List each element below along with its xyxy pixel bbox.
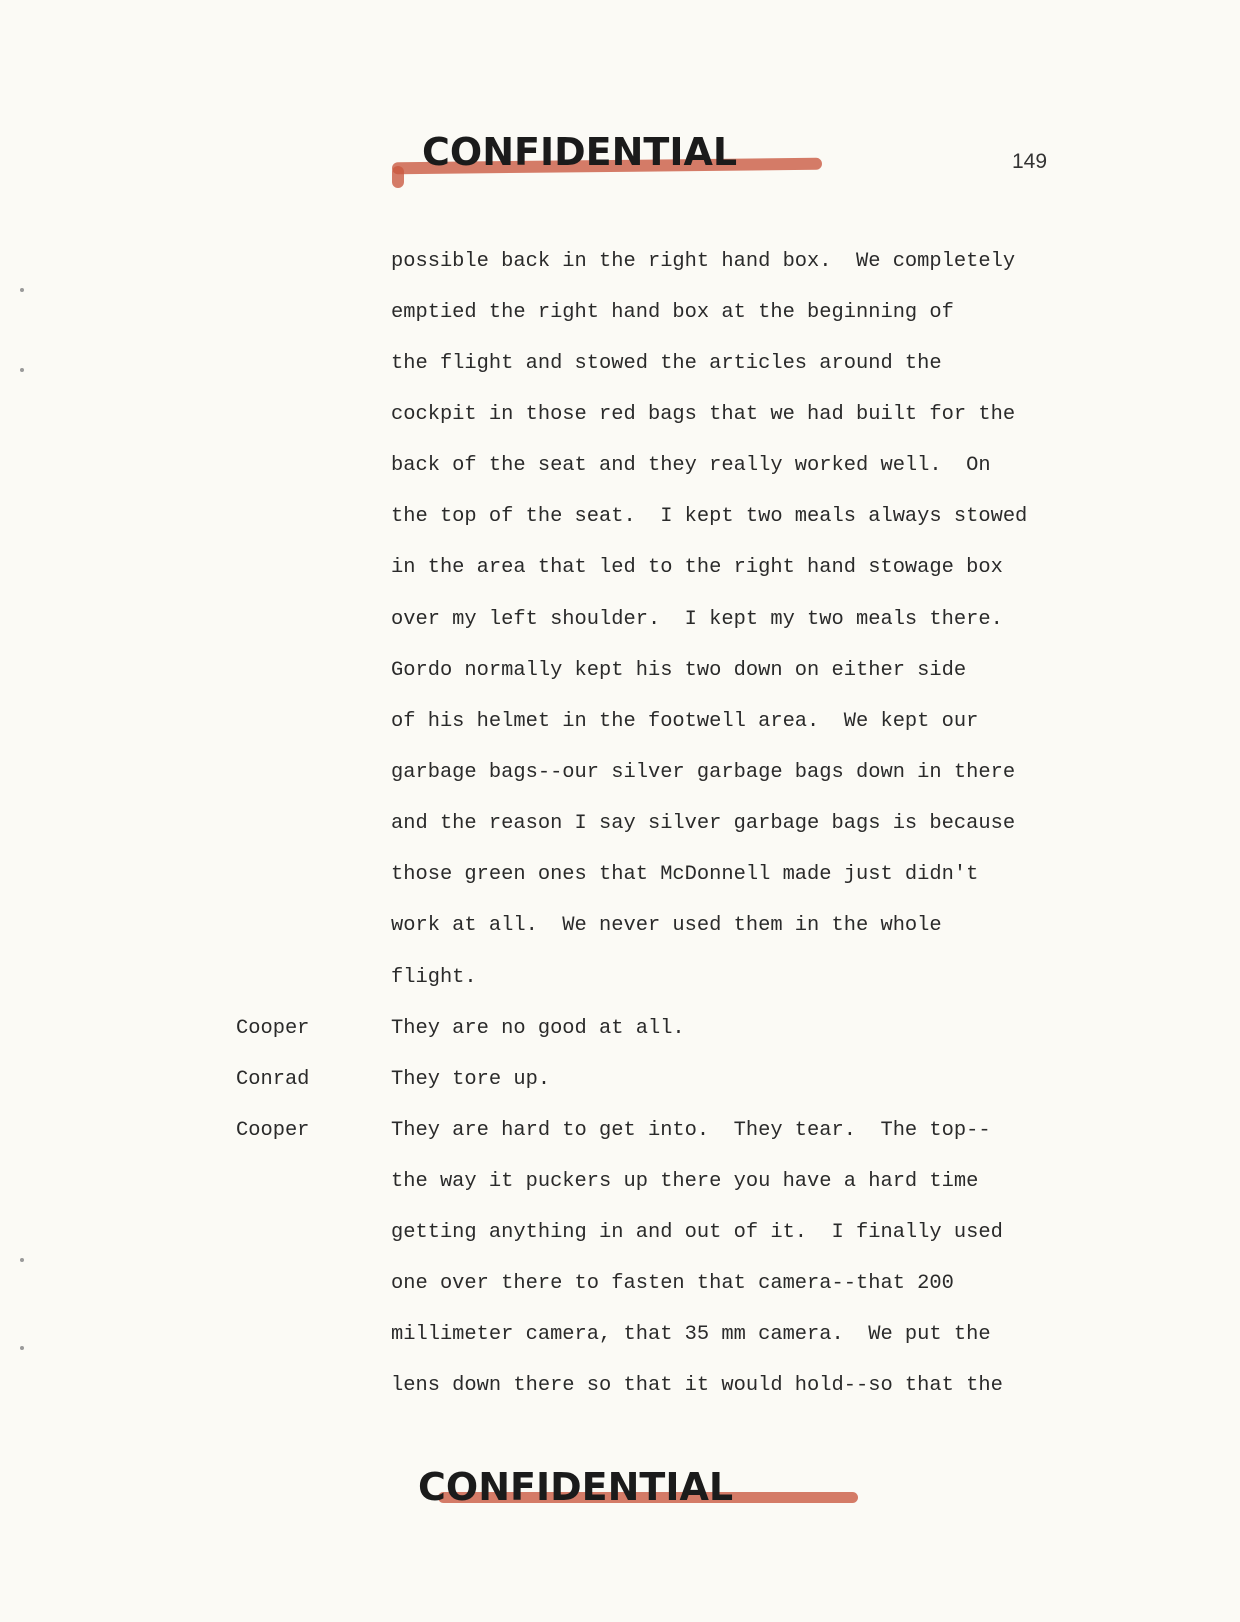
body-line: of his helmet in the footwell area. We kept our xyxy=(391,710,979,733)
red-pencil-smear-tail xyxy=(392,166,404,188)
body-line: possible back in the right hand box. We completely xyxy=(391,250,1016,273)
body-line: back of the seat and they really worked well. On xyxy=(391,454,991,477)
body-line: the top of the seat. I kept two meals always stowed xyxy=(391,505,1028,528)
body-line: Gordo normally kept his two down on either side xyxy=(391,659,967,682)
body-line: one over there to fasten that camera--that 200 xyxy=(391,1272,954,1295)
body-line: over my left shoulder. I kept my two meals there. xyxy=(391,608,1003,631)
confidential-stamp-top: CONFIDENTIAL xyxy=(422,130,738,174)
body-line: those green ones that McDonnell made just didn't xyxy=(391,863,979,886)
page-number: 149 xyxy=(1012,150,1048,173)
body-line: in the area that led to the right hand stowage box xyxy=(391,556,1003,579)
body-line: millimeter camera, that 35 mm camera. We put the xyxy=(391,1323,991,1346)
body-line: getting anything in and out of it. I finally used xyxy=(391,1221,1003,1244)
binding-hole-mark xyxy=(20,368,24,372)
body-line: garbage bags--our silver garbage bags down in there xyxy=(391,761,1016,784)
binding-hole-mark xyxy=(20,1258,24,1262)
speaker-label: Cooper xyxy=(236,1017,310,1040)
dialogue-line: They are no good at all. xyxy=(391,1017,685,1040)
binding-hole-mark xyxy=(20,1346,24,1350)
confidential-stamp-bottom: CONFIDENTIAL xyxy=(418,1465,734,1509)
body-line: and the reason I say silver garbage bags is because xyxy=(391,812,1016,835)
body-line: work at all. We never used them in the whole xyxy=(391,914,942,937)
dialogue-line: They tore up. xyxy=(391,1068,551,1091)
body-line: the way it puckers up there you have a hard time xyxy=(391,1170,979,1193)
binding-hole-mark xyxy=(20,288,24,292)
speaker-label: Cooper xyxy=(236,1119,310,1142)
body-line: emptied the right hand box at the beginning of xyxy=(391,301,954,324)
body-line: lens down there so that it would hold--so that the xyxy=(391,1374,1003,1397)
speaker-label: Conrad xyxy=(236,1068,310,1091)
body-line: the flight and stowed the articles around the xyxy=(391,352,942,375)
body-line: cockpit in those red bags that we had built for the xyxy=(391,403,1016,426)
body-line: flight. xyxy=(391,966,477,989)
dialogue-line: They are hard to get into. They tear. The top-- xyxy=(391,1119,991,1142)
